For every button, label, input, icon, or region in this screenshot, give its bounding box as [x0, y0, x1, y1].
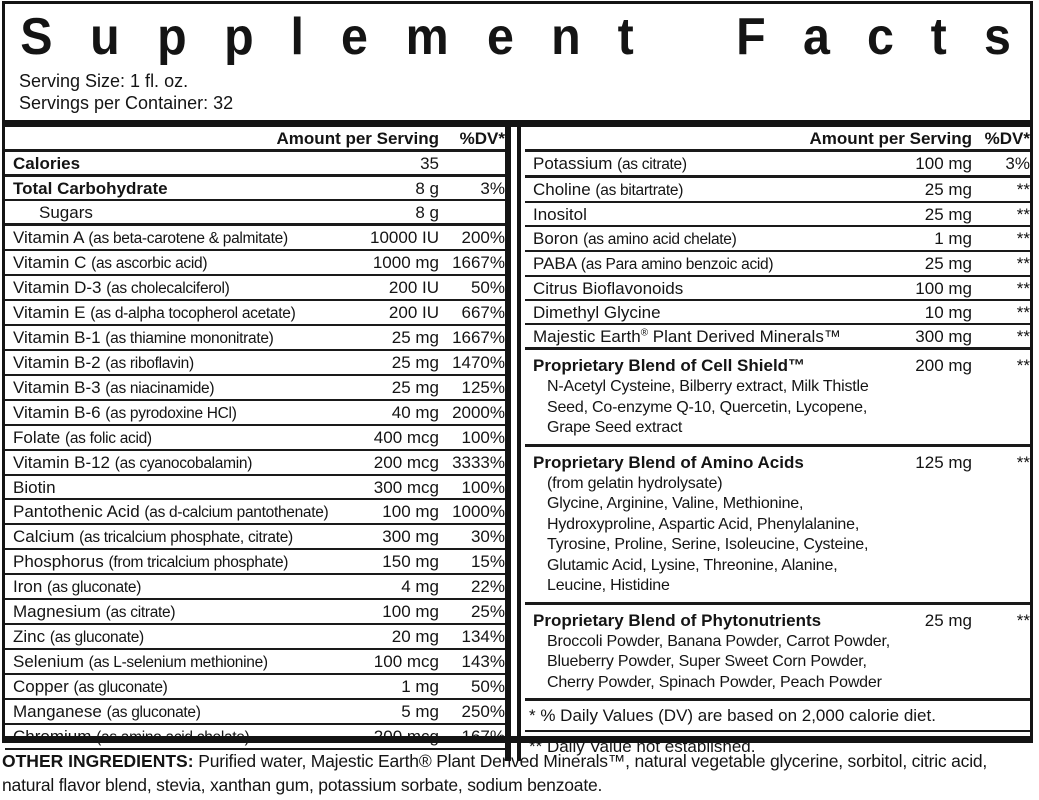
blend-ingredients-line: Glutamic Acid, Lysine, Threonine, Alanine, [547, 556, 838, 574]
blend-ingredients-line: (from gelatin hydrolysate) [547, 474, 723, 492]
nutrient-dv: 50% [470, 278, 505, 297]
nutrient-source: (as folic acid) [64, 430, 152, 447]
nutrient-amount: 25 mg [391, 378, 439, 397]
nutrient-source: (as gluconate) [49, 629, 144, 646]
blend-amount: 25 mg [924, 610, 972, 630]
nutrient-source: (as citrate) [105, 604, 176, 621]
nutrient-source: (as bitartrate) [595, 182, 684, 199]
nutrient-row [525, 152, 1030, 178]
nutrient-source: (as niacinamide) [105, 380, 215, 397]
nutrient-source: (as gluconate) [73, 679, 168, 696]
title-letter: n [551, 8, 581, 66]
nutrient-name: Vitamin C (as ascorbic acid) [13, 253, 208, 272]
blend-ingredients-line: Broccoli Powder, Banana Powder, Carrot Powder, [547, 632, 890, 650]
blend-dv: ** [1016, 610, 1030, 630]
servings-per-container: Servings per Container: 32 [19, 93, 234, 113]
nutrient-dv: 134% [461, 627, 505, 646]
nutrient-dv: ** [1016, 180, 1030, 199]
nutrient-dv: 3% [480, 179, 505, 198]
nutrient-dv: 250% [461, 702, 505, 721]
title-letter: e [486, 8, 514, 66]
nutrient-dv: ** [1016, 303, 1030, 322]
nutrient-row [525, 325, 1030, 350]
nutrient-dv: 3% [1005, 154, 1030, 173]
nutrient-name: Biotin [13, 478, 56, 497]
nutrient-dv: 50% [470, 677, 505, 696]
nutrient-name: Pantothenic Acid (as d-calcium pantothenate) [13, 502, 329, 521]
nutrient-row [525, 178, 1030, 203]
panel-title [19, 8, 1012, 66]
serving-size: Serving Size: 1 fl. oz. [19, 71, 189, 91]
nutrient-source: (as L-selenium methionine) [88, 654, 268, 671]
title-letter: S [20, 8, 53, 66]
nutrient-source: (as amino acid chelate) [96, 729, 250, 746]
nutrient-source: (as ascorbic acid) [91, 255, 208, 272]
nutrient-name: Vitamin B-1 (as thiamine mononitrate) [13, 328, 274, 347]
nutrient-name: Potassium (as citrate) [533, 154, 687, 173]
nutrient-amount: 8 g [415, 179, 439, 198]
nutrient-row [5, 226, 505, 251]
nutrient-dv: 22% [470, 577, 505, 596]
blend-header [525, 449, 1030, 474]
nutrient-row [5, 326, 505, 351]
nutrient-amount: 25 mg [391, 328, 439, 347]
nutrient-row [5, 177, 505, 201]
nutrient-row [5, 575, 505, 600]
nutrient-dv: 1000% [452, 502, 505, 521]
title-letter: F [736, 8, 766, 66]
title-letter: s [984, 8, 1011, 66]
dv-header: %DV* [459, 129, 505, 148]
nutrient-name: Vitamin B-2 (as riboflavin) [13, 353, 194, 372]
nutrient-name: Vitamin B-3 (as niacinamide) [13, 378, 215, 397]
nutrient-name: Vitamin B-6 (as pyrodoxine HCl) [13, 403, 237, 422]
nutrient-amount: 300 mg [382, 527, 439, 546]
nutrient-row [5, 700, 505, 725]
title-letter: p [224, 8, 254, 66]
nutrient-row [525, 252, 1030, 277]
title-letter: e [340, 8, 368, 66]
nutrient-amount: 100 mcg [373, 652, 439, 671]
nutrient-name: Calcium (as tricalcium phosphate, citrate) [13, 527, 293, 546]
nutrient-row [525, 203, 1030, 227]
nutrient-row [5, 650, 505, 675]
nutrient-amount: 200 mcg [373, 727, 439, 746]
nutrient-name: Iron (as gluconate) [13, 577, 142, 596]
nutrient-source: (as gluconate) [106, 704, 201, 721]
nutrient-row [5, 351, 505, 376]
other-ingredients-text: Purified water, Majestic Earth® Plant Derived Minerals™, natural vegetable glycerine, sorbitol, citric acid, natural flavor blend, stevia, xanthan gum, potassium sorbate, sodium benzoate. [2, 751, 988, 795]
nutrient-dv: 1667% [452, 253, 505, 272]
nutrient-dv: 3333% [452, 453, 505, 472]
nutrient-row [5, 625, 505, 650]
blend-ingredients-line: Blueberry Powder, Super Sweet Corn Powder, [547, 653, 867, 670]
nutrient-amount: 5 mg [401, 702, 439, 721]
nutrient-source: (as beta-carotene & palmitate) [88, 230, 288, 247]
blend-header [525, 352, 1030, 377]
nutrient-name: Vitamin E (as d-alpha tocopherol acetate) [13, 303, 296, 322]
nutrient-source: (as amino acid chelate) [583, 231, 737, 248]
nutrient-name: Chromium (as amino acid chelate) [13, 727, 250, 746]
nutrient-source: (as gluconate) [47, 579, 142, 596]
nutrient-amount: 300 mcg [373, 478, 439, 497]
nutrient-source: (as citrate) [617, 156, 687, 173]
blend-ingredients-line: Cherry Powder, Spinach Powder, Peach Powder [547, 673, 882, 691]
title-letter: t [617, 8, 634, 66]
nutrient-amount: 100 mg [915, 279, 972, 298]
nutrient-name: Zinc (as gluconate) [13, 627, 144, 646]
nutrient-dv: 30% [470, 527, 505, 546]
nutrient-amount: 300 mg [915, 327, 972, 346]
title-letter: p [157, 8, 187, 66]
nutrient-amount: 100 mg [382, 502, 439, 521]
title-letter [671, 11, 699, 63]
title-letter: u [90, 8, 120, 66]
supplement-facts-panel [2, 1, 1033, 756]
nutrient-amount: 200 IU [388, 278, 439, 297]
nutrient-name: Copper (as gluconate) [13, 677, 168, 696]
column-header-right [525, 127, 1030, 152]
amount-per-serving-header: Amount per Serving [276, 129, 439, 148]
nutrient-name: Vitamin A (as beta-carotene & palmitate) [13, 228, 288, 247]
nutrient-row [5, 600, 505, 625]
nutrient-source: (as d-alpha tocopherol acetate) [90, 305, 296, 322]
nutrient-row [5, 500, 505, 525]
blend-dv: ** [1016, 452, 1030, 472]
blend-rows [525, 350, 1030, 701]
facts-column-right [517, 127, 1030, 761]
nutrient-row [525, 227, 1030, 252]
nutrient-source: (from tricalcium phosphate) [108, 554, 289, 571]
nutrient-name: Dimethyl Glycine [533, 303, 661, 322]
blend-ingredients-line: Tyrosine, Proline, Serine, Isoleucine, Cysteine, [547, 536, 869, 553]
nutrient-name: Manganese (as gluconate) [13, 702, 201, 721]
other-ingredients [2, 750, 1036, 797]
nutrient-row [5, 725, 505, 750]
blend-amount: 200 mg [915, 356, 972, 375]
nutrient-amount: 35 [420, 154, 439, 173]
facts-column-left [5, 127, 511, 761]
nutrient-name: Choline (as bitartrate) [533, 180, 684, 199]
blend-name: Proprietary Blend of Amino Acids [533, 452, 804, 472]
amount-per-serving-header: Amount per Serving [809, 129, 972, 148]
nutrient-amount: 200 IU [388, 303, 439, 322]
nutrient-row [5, 525, 505, 550]
nutrient-amount: 8 g [415, 203, 439, 222]
nutrient-row [525, 277, 1030, 301]
nutrient-dv: 200% [461, 228, 505, 247]
nutrient-source: (as pyrodoxine HCl) [105, 405, 237, 422]
nutrient-name: Vitamin B-12 (as cyanocobalamin) [13, 453, 253, 472]
nutrient-dv: ** [1016, 205, 1030, 224]
nutrient-dv: 1470% [452, 353, 505, 372]
nutrient-name: Inositol [533, 205, 587, 224]
nutrient-amount: 25 mg [924, 254, 972, 273]
nutrient-amount: 200 mcg [373, 453, 439, 472]
nutrient-name: Selenium (as L-selenium methionine) [13, 652, 268, 671]
nutrient-row [5, 675, 505, 700]
title-letter: c [867, 8, 895, 66]
blend-ingredients-line: Leucine, Histidine [547, 577, 670, 594]
nutrient-dv: 15% [470, 552, 505, 571]
nutrient-amount: 10 mg [924, 303, 972, 322]
nutrient-amount: 40 mg [391, 403, 439, 422]
nutrient-amount: 25 mg [924, 180, 972, 199]
nutrient-name: Total Carbohydrate [13, 179, 168, 198]
nutrient-name: Boron (as amino acid chelate) [533, 229, 737, 248]
nutrient-dv: 100% [461, 478, 505, 497]
footnote-daily-values: * % Daily Values (DV) are based on 2,000 calorie diet. [525, 701, 1030, 732]
nutrient-name: Phosphorus (from tricalcium phosphate) [13, 552, 289, 571]
footnote-not-established: ** Daily Value not established. [529, 737, 756, 756]
nutrient-amount: 25 mg [391, 353, 439, 372]
blend-ingredients-line: Seed, Co-enzyme Q-10, Quercetin, Lycopene, [547, 398, 868, 416]
nutrient-name: Majestic Earth® Plant Derived Minerals™ [533, 327, 841, 346]
nutrient-row [5, 251, 505, 276]
nutrient-row [5, 426, 505, 451]
nutrient-row [5, 401, 505, 426]
nutrient-source: (as tricalcium phosphate, citrate) [79, 529, 293, 546]
nutrient-source: (as d-calcium pantothenate) [144, 504, 329, 521]
nutrient-amount: 10000 IU [370, 228, 439, 247]
nutrient-dv: ** [1016, 327, 1030, 346]
title-letter: m [405, 8, 449, 66]
blend-name: Proprietary Blend of Cell Shield™ [533, 356, 806, 375]
nutrient-amount: 25 mg [924, 205, 972, 224]
nutrient-amount: 100 mg [915, 154, 972, 173]
serving-info [19, 70, 1030, 114]
title-letter: a [802, 8, 830, 66]
facts-columns [5, 120, 1030, 761]
nutrient-name: Sugars [39, 203, 93, 222]
proprietary-blend [525, 350, 1030, 447]
nutrient-source: (as riboflavin) [105, 355, 194, 372]
nutrient-source: (as cholecalciferol) [106, 280, 230, 297]
nutrient-row [525, 301, 1030, 325]
nutrient-amount: 150 mg [382, 552, 439, 571]
nutrient-row [5, 152, 505, 177]
nutrient-name: Citrus Bioflavonoids [533, 279, 684, 298]
nutrient-dv: 25% [470, 602, 505, 621]
nutrient-source: (as cyanocobalamin) [114, 455, 253, 472]
nutrient-row [5, 301, 505, 326]
proprietary-blend [525, 447, 1030, 605]
nutrient-amount: 100 mg [382, 602, 439, 621]
right-rows [525, 152, 1030, 350]
nutrient-dv: 143% [461, 652, 505, 671]
nutrient-amount: 1 mg [934, 229, 972, 248]
title-letter: t [930, 8, 948, 66]
blend-header [525, 607, 1030, 632]
nutrient-source: (as thiamine mononitrate) [105, 330, 274, 347]
proprietary-blend [525, 605, 1030, 702]
nutrient-dv: 2000% [452, 403, 505, 422]
blend-ingredients-line: N-Acetyl Cysteine, Bilberry extract, Milk Thistle [547, 378, 869, 395]
nutrient-dv: 1667% [452, 328, 505, 347]
nutrient-amount: 1000 mg [372, 253, 439, 272]
nutrient-row [5, 276, 505, 301]
nutrient-dv: 167% [461, 727, 505, 746]
blend-dv: ** [1016, 356, 1030, 375]
nutrient-name: PABA (as Para amino benzoic acid) [533, 254, 774, 273]
nutrient-row [5, 476, 505, 500]
nutrient-dv: 125% [461, 378, 505, 397]
nutrient-row [5, 376, 505, 401]
left-rows [5, 152, 505, 750]
nutrient-source: (as Para amino benzoic acid) [580, 256, 774, 273]
other-ingredients-label: OTHER INGREDIENTS: [2, 751, 194, 771]
nutrient-amount: 1 mg [401, 677, 439, 696]
nutrient-dv: ** [1016, 254, 1030, 273]
nutrient-amount: 20 mg [391, 627, 439, 646]
nutrient-amount: 400 mcg [373, 428, 439, 447]
nutrient-amount: 4 mg [401, 577, 439, 596]
nutrient-name: Vitamin D-3 (as cholecalciferol) [13, 278, 230, 297]
blend-amount: 125 mg [915, 452, 972, 472]
dv-header: %DV* [984, 129, 1030, 148]
nutrient-row [5, 201, 505, 226]
blend-name: Proprietary Blend of Phytonutrients [533, 610, 822, 630]
nutrient-name: Folate (as folic acid) [13, 428, 152, 447]
blend-ingredients-line: Hydroxyproline, Aspartic Acid, Phenylalanine, [547, 515, 860, 533]
nutrient-row [5, 550, 505, 575]
blend-ingredients-line: Glycine, Arginine, Valine, Methionine, [547, 495, 804, 512]
nutrient-dv: ** [1016, 229, 1030, 248]
nutrient-row [5, 451, 505, 476]
title-letter: l [290, 8, 305, 66]
nutrient-dv: 100% [461, 428, 505, 447]
column-header-left [5, 127, 505, 152]
blend-ingredients-line: Grape Seed extract [547, 419, 683, 436]
nutrient-dv: 667% [461, 303, 505, 322]
nutrient-dv: ** [1016, 279, 1030, 298]
nutrient-name: Calories [13, 154, 81, 173]
nutrient-name: Magnesium (as citrate) [13, 602, 176, 621]
